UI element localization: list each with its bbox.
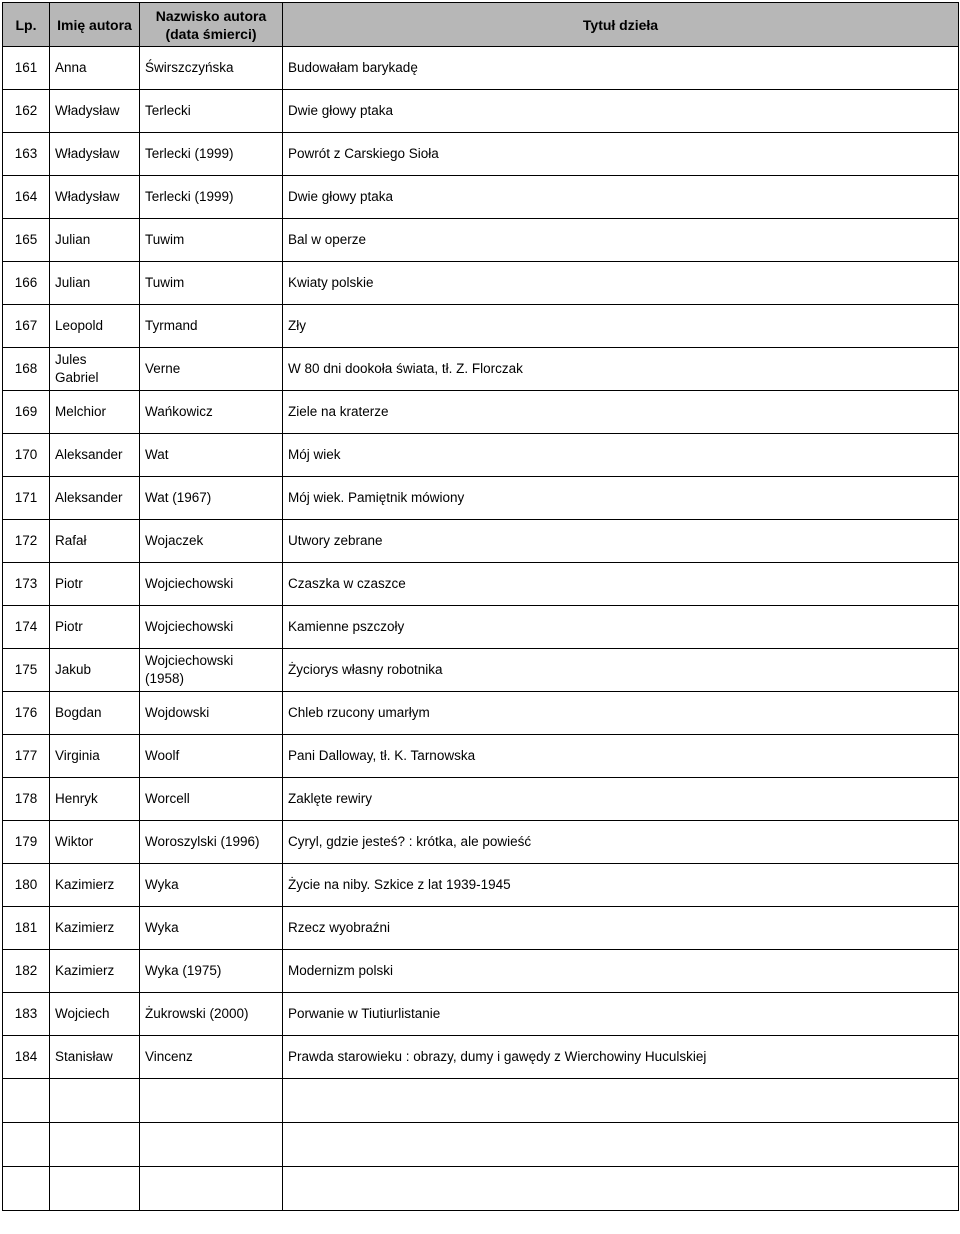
empty-cell <box>283 1167 959 1211</box>
cell-first-name: Piotr <box>50 606 140 649</box>
cell-lp: 182 <box>3 950 50 993</box>
table-row <box>3 735 959 778</box>
cell-lp: 174 <box>3 606 50 649</box>
table-row <box>3 47 959 90</box>
table-row <box>3 563 959 606</box>
header-last-name <box>140 3 283 47</box>
cell-last-name: Verne <box>140 348 283 391</box>
cell-lp: 166 <box>3 262 50 305</box>
cell-first-name: Julian <box>50 262 140 305</box>
cell-first-name: Jakub <box>50 649 140 692</box>
cell-last-name: Terlecki <box>140 90 283 133</box>
cell-first-name: Piotr <box>50 563 140 606</box>
cell-lp: 161 <box>3 47 50 90</box>
last-name-line1: Wojciechowski <box>145 653 234 668</box>
cell-last-name: Terlecki (1999) <box>140 133 283 176</box>
table-row <box>3 907 959 950</box>
cell-last-name: Worcell <box>140 778 283 821</box>
cell-title: Cyryl, gdzie jesteś? : krótka, ale powieść <box>283 821 959 864</box>
cell-last-name: Wojciechowski <box>140 563 283 606</box>
header-last-name-line1: Nazwisko autora <box>155 7 267 24</box>
cell-lp: 177 <box>3 735 50 778</box>
empty-row <box>3 1123 959 1167</box>
cell-first-name: Kazimierz <box>50 950 140 993</box>
cell-last-name: Wańkowicz <box>140 391 283 434</box>
cell-last-name: Wojciechowski <box>140 606 283 649</box>
cell-last-name: Woroszylski (1996) <box>140 821 283 864</box>
empty-row <box>3 1079 959 1123</box>
table-row <box>3 348 959 391</box>
cell-title: Kwiaty polskie <box>283 262 959 305</box>
cell-lp: 173 <box>3 563 50 606</box>
cell-title: W 80 dni dookoła świata, tł. Z. Florczak <box>283 348 959 391</box>
cell-first-name: Bogdan <box>50 692 140 735</box>
empty-cell <box>50 1123 140 1167</box>
cell-last-name: Żukrowski (2000) <box>140 993 283 1036</box>
cell-title: Chleb rzucony umarłym <box>283 692 959 735</box>
table-row <box>3 864 959 907</box>
cell-last-name: Woolf <box>140 735 283 778</box>
table-row <box>3 950 959 993</box>
cell-lp: 181 <box>3 907 50 950</box>
cell-title: Rzecz wyobraźni <box>283 907 959 950</box>
table-row <box>3 649 959 692</box>
cell-title: Prawda starowieku : obrazy, dumy i gawędy z Wierchowiny Huculskiej <box>283 1036 959 1079</box>
table-row <box>3 821 959 864</box>
header-lp: Lp. <box>3 3 50 47</box>
cell-lp: 165 <box>3 219 50 262</box>
cell-last-name: Wojaczek <box>140 520 283 563</box>
table-row <box>3 1036 959 1079</box>
cell-title: Mój wiek <box>283 434 959 477</box>
table-row <box>3 219 959 262</box>
empty-cell <box>3 1123 50 1167</box>
empty-cell <box>140 1167 283 1211</box>
cell-title: Ziele na kraterze <box>283 391 959 434</box>
cell-first-name: Aleksander <box>50 477 140 520</box>
cell-first-name: Virginia <box>50 735 140 778</box>
cell-title: Porwanie w Tiutiurlistanie <box>283 993 959 1036</box>
cell-last-name: Wat (1967) <box>140 477 283 520</box>
cell-first-name: Władysław <box>50 90 140 133</box>
first-name-line1: Jules <box>55 352 87 367</box>
cell-last-name: Świrszczyńska <box>140 47 283 90</box>
empty-row <box>3 1167 959 1211</box>
cell-title: Pani Dalloway, tł. K. Tarnowska <box>283 735 959 778</box>
table-row <box>3 391 959 434</box>
cell-title: Życiorys własny robotnika <box>283 649 959 692</box>
cell-title: Mój wiek. Pamiętnik mówiony <box>283 477 959 520</box>
cell-first-name: Rafał <box>50 520 140 563</box>
last-name-line2: (1958) <box>145 671 185 686</box>
cell-last-name: Wyka (1975) <box>140 950 283 993</box>
header-last-name-line2: (data śmierci) <box>165 25 257 42</box>
cell-last-name: Tyrmand <box>140 305 283 348</box>
empty-cell <box>3 1167 50 1211</box>
table-row <box>3 262 959 305</box>
cell-first-name: Wojciech <box>50 993 140 1036</box>
cell-lp: 167 <box>3 305 50 348</box>
table-row <box>3 520 959 563</box>
header-first-name: Imię autora <box>50 3 140 47</box>
cell-last-name: Wojdowski <box>140 692 283 735</box>
cell-first-name: Kazimierz <box>50 907 140 950</box>
cell-lp: 172 <box>3 520 50 563</box>
empty-cell <box>283 1079 959 1123</box>
empty-cell <box>140 1079 283 1123</box>
cell-title: Dwie głowy ptaka <box>283 176 959 219</box>
cell-first-name: Leopold <box>50 305 140 348</box>
table-row <box>3 434 959 477</box>
cell-first-name: Anna <box>50 47 140 90</box>
cell-first-name: Henryk <box>50 778 140 821</box>
cell-last-name <box>140 649 283 692</box>
cell-last-name: Wyka <box>140 907 283 950</box>
books-table <box>2 2 959 1211</box>
cell-lp: 164 <box>3 176 50 219</box>
cell-title: Dwie głowy ptaka <box>283 90 959 133</box>
cell-lp: 180 <box>3 864 50 907</box>
cell-lp: 163 <box>3 133 50 176</box>
cell-first-name: Aleksander <box>50 434 140 477</box>
cell-title: Budowałam barykadę <box>283 47 959 90</box>
cell-first-name: Kazimierz <box>50 864 140 907</box>
cell-title: Życie na niby. Szkice z lat 1939-1945 <box>283 864 959 907</box>
cell-last-name: Tuwim <box>140 219 283 262</box>
cell-lp: 175 <box>3 649 50 692</box>
cell-lp: 176 <box>3 692 50 735</box>
header-row <box>3 3 959 47</box>
cell-lp: 162 <box>3 90 50 133</box>
cell-first-name: Wiktor <box>50 821 140 864</box>
cell-title: Powrót z Carskiego Sioła <box>283 133 959 176</box>
cell-title: Zły <box>283 305 959 348</box>
cell-title: Czaszka w czaszce <box>283 563 959 606</box>
cell-lp: 170 <box>3 434 50 477</box>
table-row <box>3 606 959 649</box>
cell-first-name: Władysław <box>50 176 140 219</box>
cell-lp: 169 <box>3 391 50 434</box>
table-row <box>3 692 959 735</box>
cell-first-name: Julian <box>50 219 140 262</box>
cell-last-name: Vincenz <box>140 1036 283 1079</box>
cell-lp: 168 <box>3 348 50 391</box>
cell-last-name: Wat <box>140 434 283 477</box>
cell-title: Zaklęte rewiry <box>283 778 959 821</box>
table-row <box>3 477 959 520</box>
cell-last-name: Wyka <box>140 864 283 907</box>
cell-first-name: Władysław <box>50 133 140 176</box>
cell-title: Kamienne pszczoły <box>283 606 959 649</box>
cell-lp: 178 <box>3 778 50 821</box>
cell-title: Utwory zebrane <box>283 520 959 563</box>
table-row <box>3 778 959 821</box>
table-row <box>3 90 959 133</box>
table-row <box>3 993 959 1036</box>
header-title: Tytuł dzieła <box>283 3 959 47</box>
table-row <box>3 305 959 348</box>
cell-lp: 171 <box>3 477 50 520</box>
cell-lp: 183 <box>3 993 50 1036</box>
cell-last-name: Terlecki (1999) <box>140 176 283 219</box>
cell-first-name: Melchior <box>50 391 140 434</box>
empty-cell <box>140 1123 283 1167</box>
first-name-line2: Gabriel <box>55 370 99 385</box>
cell-lp: 179 <box>3 821 50 864</box>
cell-first-name <box>50 348 140 391</box>
empty-cell <box>50 1079 140 1123</box>
empty-cell <box>283 1123 959 1167</box>
empty-cell <box>50 1167 140 1211</box>
table-row <box>3 176 959 219</box>
cell-title: Bal w operze <box>283 219 959 262</box>
empty-cell <box>3 1079 50 1123</box>
cell-first-name: Stanisław <box>50 1036 140 1079</box>
cell-title: Modernizm polski <box>283 950 959 993</box>
table-row <box>3 133 959 176</box>
cell-last-name: Tuwim <box>140 262 283 305</box>
cell-lp: 184 <box>3 1036 50 1079</box>
